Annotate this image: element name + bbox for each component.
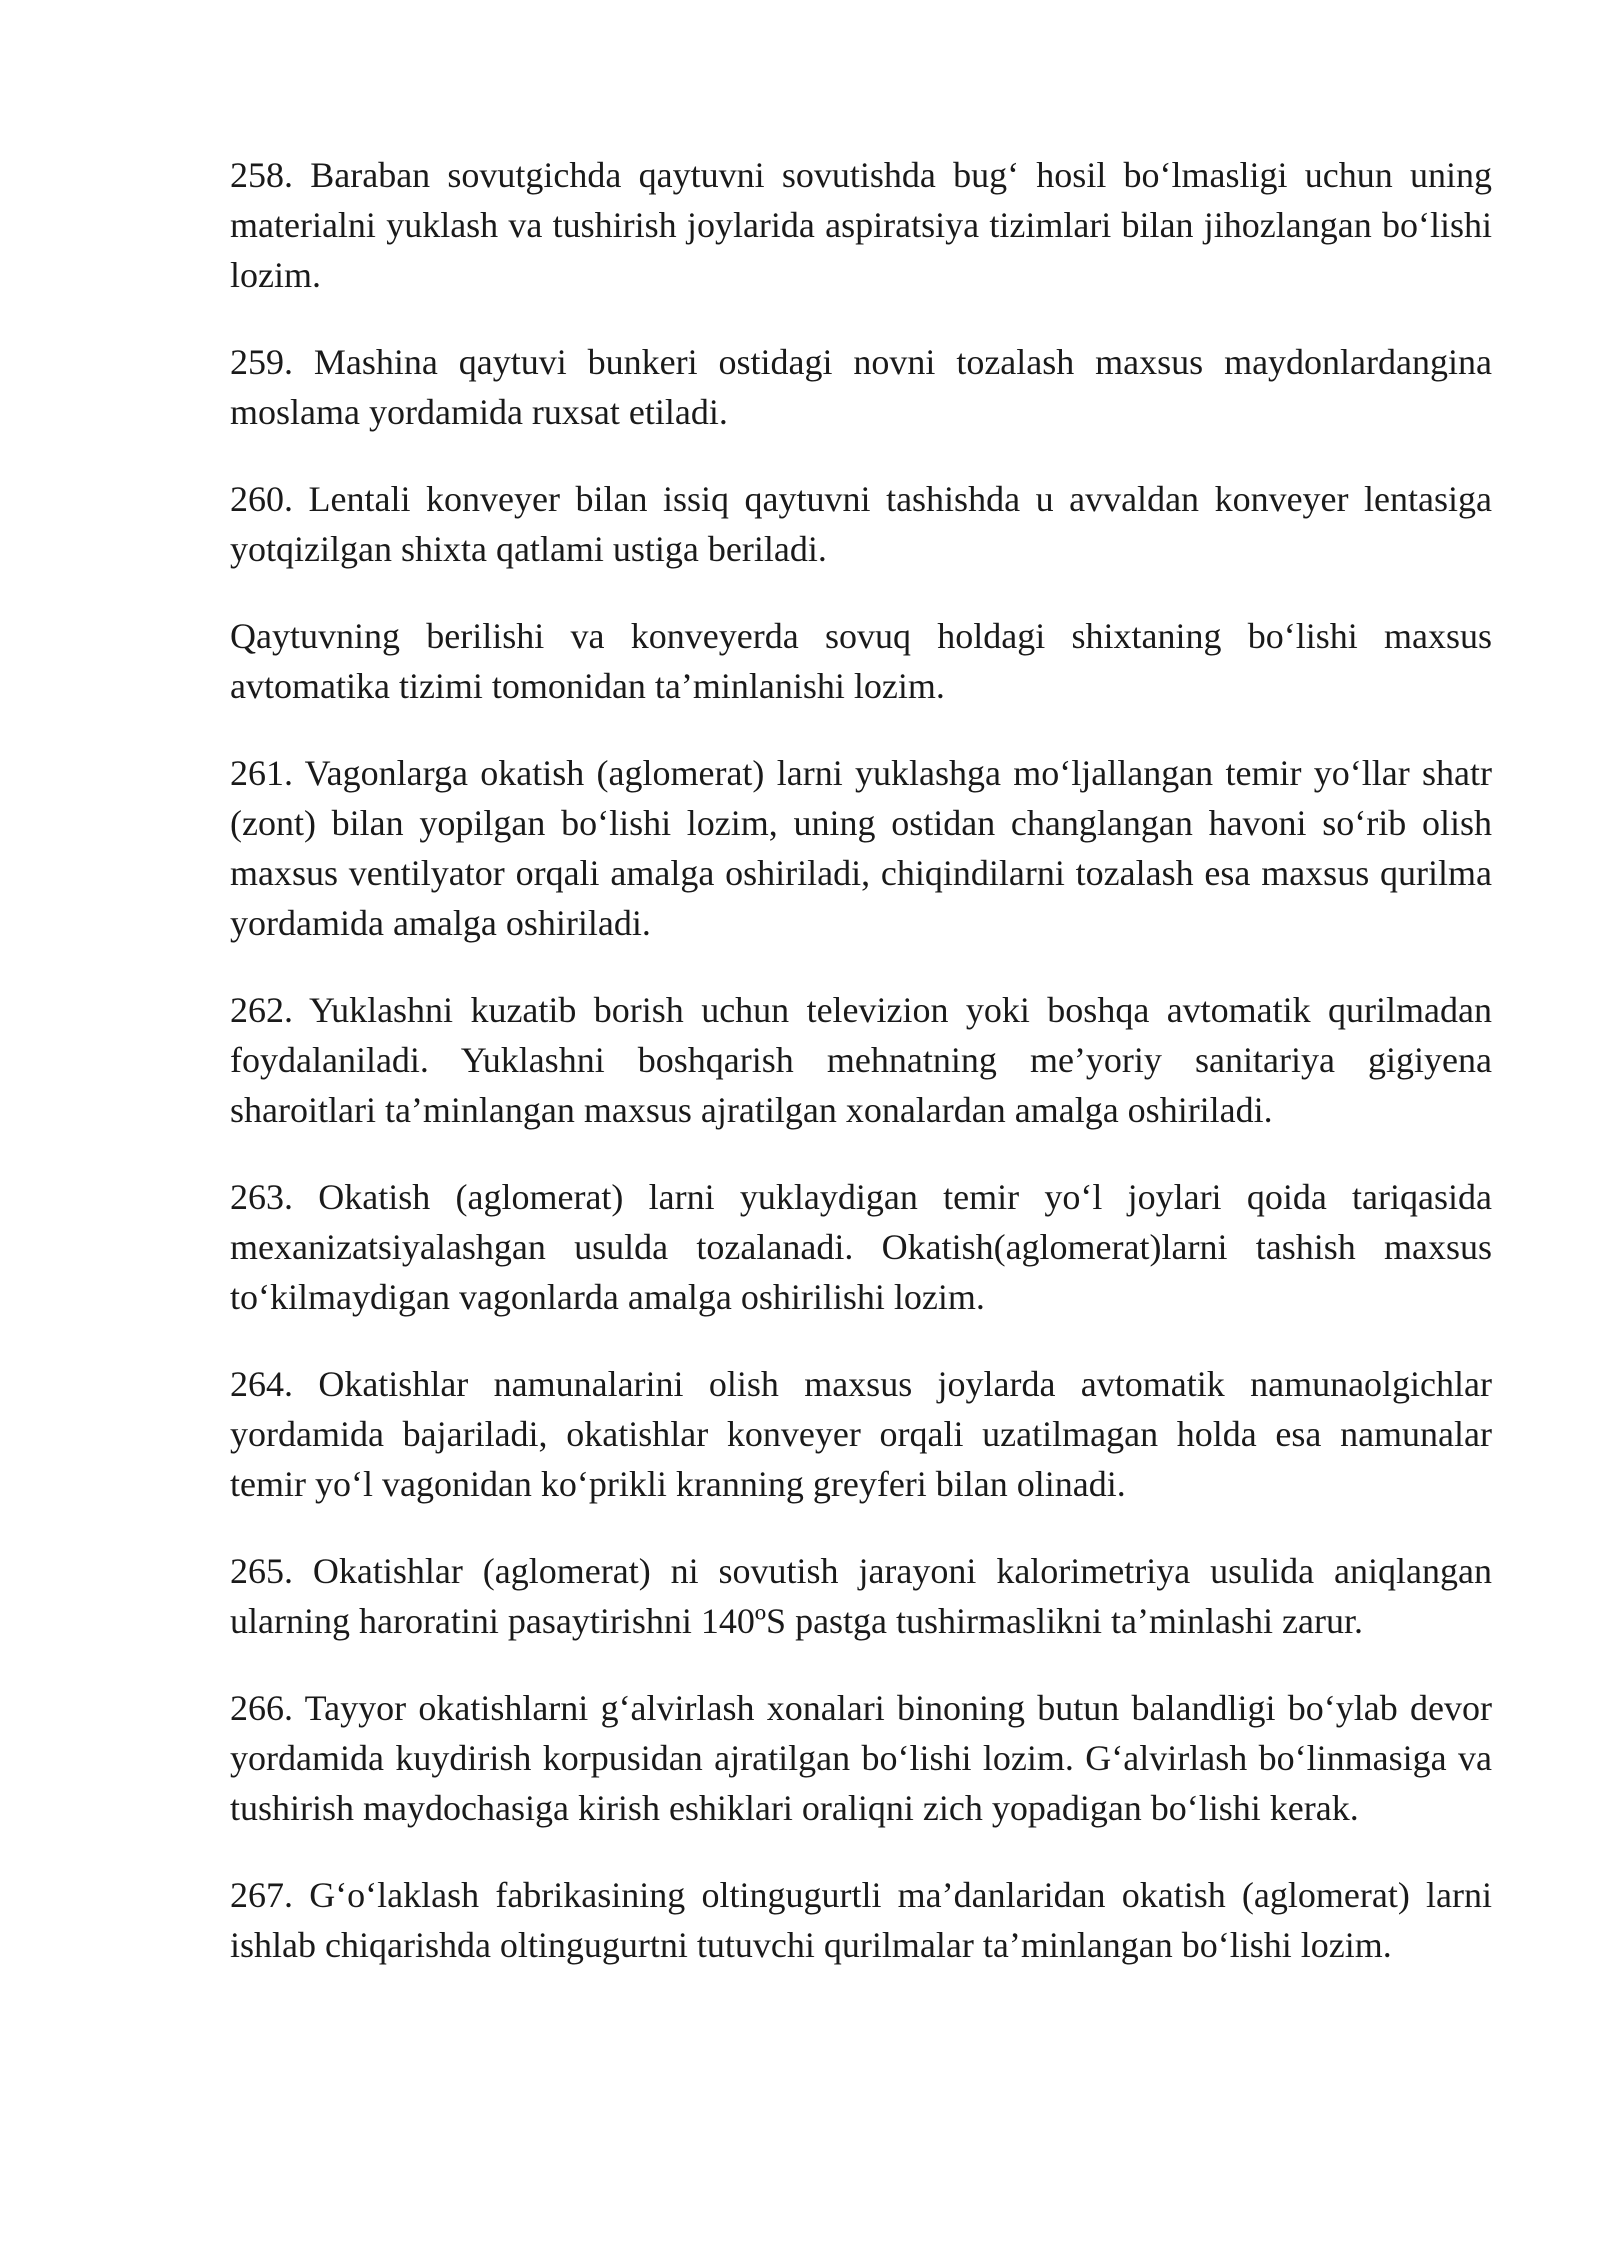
- paragraph-264: 264. Okatishlar namunalarini olish maxsus joylarda avtomatik namunaolgichlar yordamida bajariladi, okatishlar konveyer orqali uzatilmagan holda esa namunalar temir yo‘l vagonidan ko‘prikli kranning greyferi bilan olinadi.: [230, 1364, 1492, 1504]
- document-page: [230, 150, 1492, 2007]
- paragraph-259: 259. Mashina qaytuvi bunkeri ostidagi novni tozalash maxsus maydonlardangina moslama yordamida ruxsat etiladi.: [230, 342, 1492, 432]
- paragraph-263: 263. Okatish (aglomerat) larni yuklaydigan temir yo‘l joylari qoida tariqasida mexanizatsiyalashgan usulda tozalanadi. Okatish(aglomerat)larni tashish maxsus to‘kilmaydigan vagonlarda amalga oshirilishi lozim.: [230, 1177, 1492, 1317]
- paragraph-260-continued: Qaytuvning berilishi va konveyerda sovuq holdagi shixtaning bo‘lishi maxsus avtomatika tizimi tomonidan ta’minlanishi lozim.: [230, 616, 1492, 706]
- paragraph-266: 266. Tayyor okatishlarni g‘alvirlash xonalari binoning butun balandligi bo‘ylab devor yordamida kuydirish korpusidan ajratilgan bo‘lishi lozim. G‘alvirlash bo‘linmasiga va tushirish maydochasiga kirish eshiklari oraliqni zich yopadigan bo‘lishi kerak.: [230, 1688, 1492, 1828]
- paragraph-261: 261. Vagonlarga okatish (aglomerat) larni yuklashga mo‘ljallangan temir yo‘llar shatr (zont) bilan yopilgan bo‘lishi lozim, uning ostidan changlangan havoni so‘rib olish maxsus ventilyator orqali amalga oshiriladi, chiqindilarni tozalash esa maxsus qurilma yordamida amalga oshiriladi.: [230, 753, 1492, 943]
- paragraph-258: 258. Baraban sovutgichda qaytuvni sovutishda bug‘ hosil bo‘lmasligi uchun uning materialni yuklash va tushirish joylarida aspiratsiya tizimlari bilan jihozlangan bo‘lishi lozim.: [230, 155, 1492, 295]
- paragraph-265: 265. Okatishlar (aglomerat) ni sovutish jarayoni kalorimetriya usulida aniqlangan ularning haroratini pasaytirishni 140ºS pastga tushirmaslikni ta’minlashi zarur.: [230, 1551, 1492, 1641]
- paragraph-267: 267. G‘o‘laklash fabrikasining oltingugurtli ma’danlaridan okatish (aglomerat) larni ishlab chiqarishda oltingugurtni tutuvchi qurilmalar ta’minlangan bo‘lishi lozim.: [230, 1875, 1492, 1965]
- paragraph-262: 262. Yuklashni kuzatib borish uchun televizion yoki boshqa avtomatik qurilmadan foydalaniladi. Yuklashni boshqarish mehnatning me’yoriy sanitariya gigiyena sharoitlari ta’minlangan maxsus ajratilgan xonalardan amalga oshiriladi.: [230, 990, 1492, 1130]
- paragraph-260: 260. Lentali konveyer bilan issiq qaytuvni tashishda u avvaldan konveyer lentasiga yotqizilgan shixta qatlami ustiga beriladi.: [230, 479, 1492, 569]
